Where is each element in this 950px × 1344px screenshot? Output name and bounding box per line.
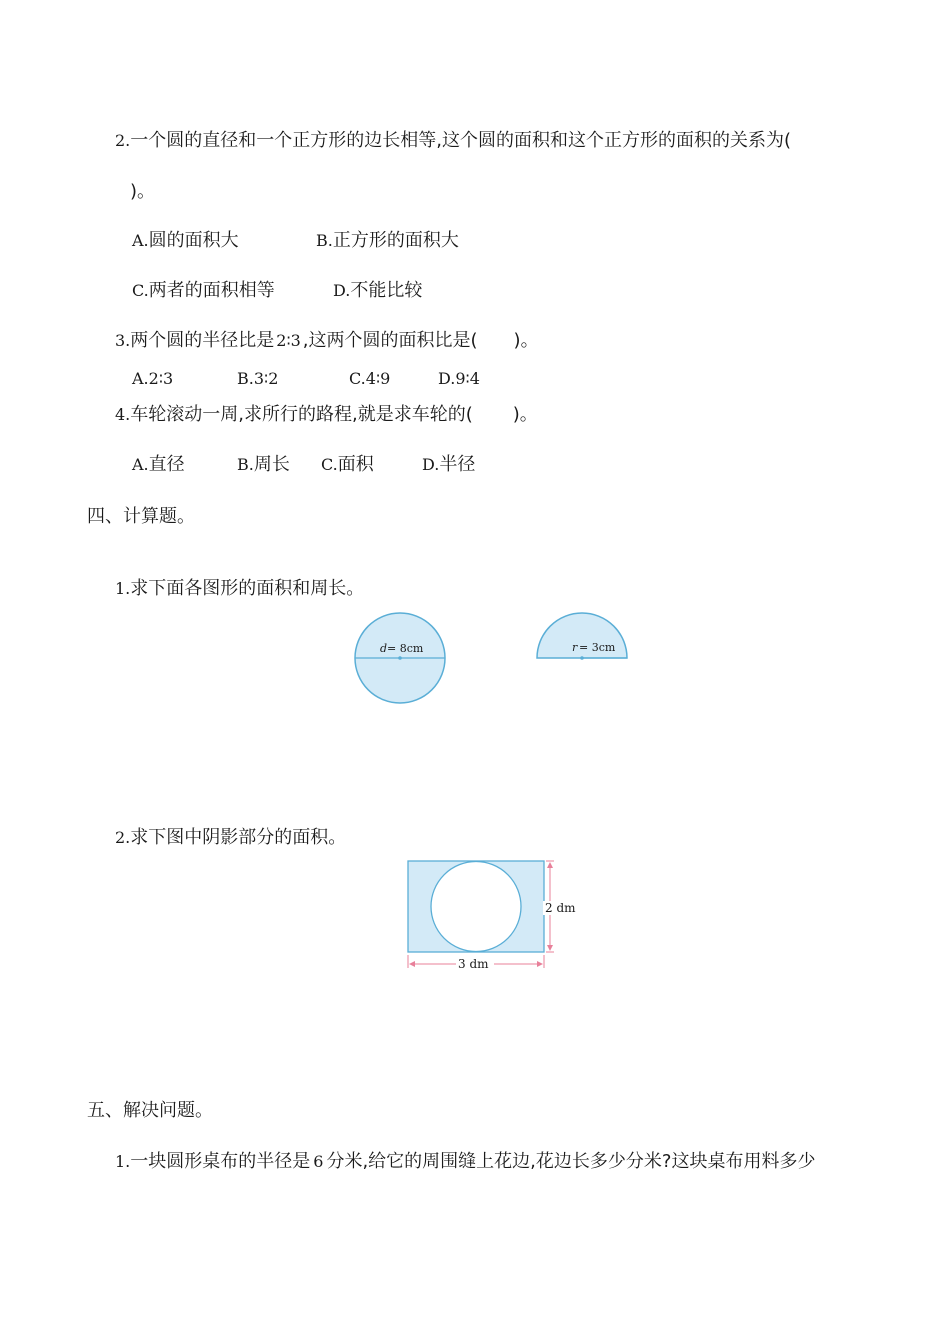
option-text: 面积 bbox=[337, 454, 374, 475]
s4-q1-number: 1. bbox=[115, 579, 131, 598]
q4-option-d[interactable] bbox=[422, 453, 475, 477]
option-text: 两者的面积相等 bbox=[148, 280, 275, 301]
q4-text-a: 车轮滚动一周,求所行的路程,就是求车轮的( bbox=[130, 404, 473, 425]
option-letter: D. bbox=[438, 369, 456, 388]
option-text: 圆的面积大 bbox=[148, 230, 239, 251]
option-text: 3∶2 bbox=[253, 369, 279, 388]
diameter-label: = 8cm bbox=[387, 642, 424, 655]
option-letter: C. bbox=[349, 369, 366, 388]
radius-label: = 3cm bbox=[579, 641, 616, 654]
q4-option-c[interactable] bbox=[321, 453, 374, 477]
q3-ratio: 2∶3 bbox=[276, 331, 301, 350]
option-letter: A. bbox=[132, 369, 149, 388]
q2-option-d[interactable] bbox=[333, 279, 422, 303]
semicircle-figure bbox=[533, 609, 633, 669]
q2-text-line2: )。 bbox=[130, 181, 156, 202]
option-letter: C. bbox=[321, 455, 338, 474]
q4-option-b[interactable] bbox=[237, 453, 290, 477]
q3-text-c: )。 bbox=[513, 330, 539, 351]
option-text: 半径 bbox=[439, 454, 476, 475]
circle-figure bbox=[350, 608, 450, 708]
s4-q2-text: 求下图中阴影部分的面积。 bbox=[130, 827, 347, 848]
width-label: 3 dm bbox=[458, 957, 489, 971]
q4-text-b: )。 bbox=[512, 404, 538, 425]
s4-q2-number: 2. bbox=[115, 828, 131, 847]
option-text: 正方形的面积大 bbox=[332, 230, 459, 251]
height-label: 2 dm bbox=[545, 901, 576, 915]
q2-text-line1: 一个圆的直径和一个正方形的边长相等,这个圆的面积和这个正方形的面积的关系为( bbox=[130, 130, 792, 151]
s4-q1-line bbox=[115, 577, 364, 601]
s4-q1-text: 求下面各图形的面积和周长。 bbox=[130, 578, 365, 599]
q3-number: 3. bbox=[115, 331, 131, 350]
option-letter: C. bbox=[132, 281, 149, 300]
option-text: 4∶9 bbox=[365, 369, 391, 388]
s4-q2-line bbox=[115, 826, 346, 850]
center-dot bbox=[580, 656, 584, 660]
section-4-title: 四、计算题。 bbox=[87, 506, 195, 527]
s5-q1-line bbox=[115, 1150, 815, 1174]
s5-q1-text-b: 分米,给它的周围缝上花边,花边长多少分米?这块桌布用料多少 bbox=[326, 1151, 816, 1172]
option-letter: B. bbox=[237, 455, 254, 474]
option-letter: A. bbox=[132, 455, 149, 474]
inner-circle bbox=[431, 862, 521, 952]
q4-option-a[interactable] bbox=[132, 453, 185, 477]
shaded-rectangle-figure bbox=[400, 855, 600, 975]
q4-number: 4. bbox=[115, 405, 131, 424]
q3-text-a: 两个圆的半径比是 bbox=[130, 330, 275, 351]
option-letter: B. bbox=[237, 369, 254, 388]
q3-option-c[interactable] bbox=[349, 367, 390, 391]
q2-line1 bbox=[115, 129, 791, 153]
option-text: 不能比较 bbox=[350, 280, 423, 301]
option-text: 直径 bbox=[148, 454, 185, 475]
option-text: 周长 bbox=[253, 454, 290, 475]
radius-var: r bbox=[572, 641, 578, 654]
s5-q1-value: 6 bbox=[313, 1152, 324, 1171]
q3-option-b[interactable] bbox=[237, 367, 278, 391]
diameter-var: d bbox=[380, 642, 388, 655]
option-text: 2∶3 bbox=[148, 369, 174, 388]
option-letter: B. bbox=[316, 231, 333, 250]
option-letter: D. bbox=[333, 281, 351, 300]
q4-line bbox=[115, 403, 538, 427]
q3-option-d[interactable] bbox=[438, 367, 480, 391]
q2-line2 bbox=[130, 180, 155, 204]
q3-line bbox=[115, 329, 539, 353]
q3-option-a[interactable] bbox=[132, 367, 173, 391]
option-letter: A. bbox=[132, 231, 149, 250]
q2-option-a[interactable] bbox=[132, 229, 239, 253]
s5-q1-number: 1. bbox=[115, 1152, 131, 1171]
option-letter: D. bbox=[422, 455, 440, 474]
center-dot bbox=[398, 656, 402, 660]
q2-number: 2. bbox=[115, 131, 131, 150]
q2-option-b[interactable] bbox=[316, 229, 459, 253]
s5-q1-text-a: 一块圆形桌布的半径是 bbox=[130, 1151, 311, 1172]
option-text: 9∶4 bbox=[455, 369, 480, 388]
q3-text-b: ,这两个圆的面积比是( bbox=[302, 330, 478, 351]
q2-option-c[interactable] bbox=[132, 279, 275, 303]
section-5-title: 五、解决问题。 bbox=[87, 1100, 213, 1121]
